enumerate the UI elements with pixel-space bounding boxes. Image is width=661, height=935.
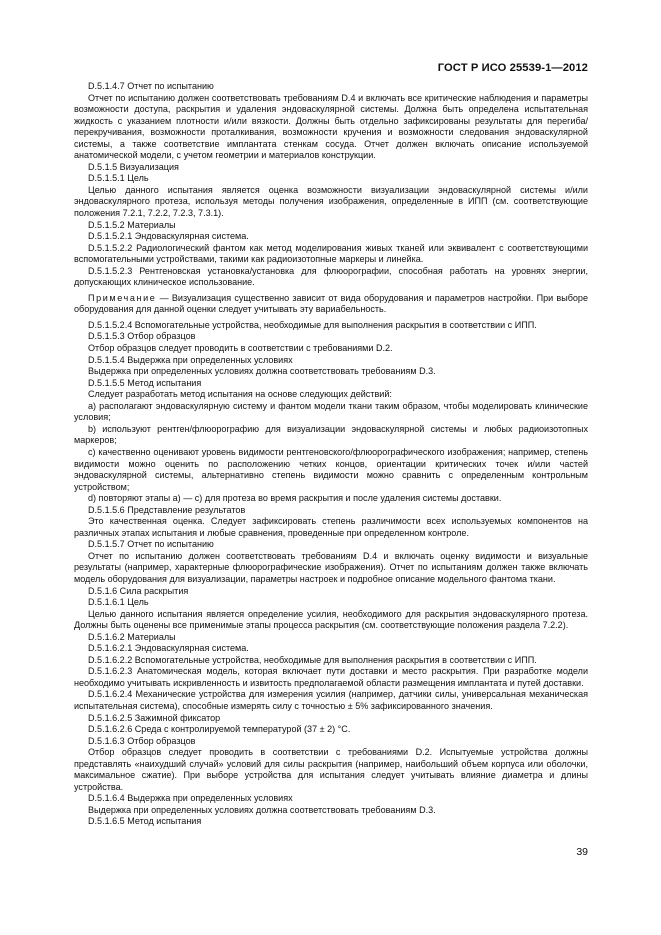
paragraph-conditioning: Выдержка при определенных условиях должна соответствовать требованиям D.3.: [88, 366, 436, 377]
list-item: D.5.1.5.2.3 Рентгеновская установка/установка для флюорографии, способная работать на уровнях энергии, допускающих клиническое использование.: [74, 265, 588, 288]
paragraph-conditioning-2: Выдержка при определенных условиях должна соответствовать требованиям D.3.: [88, 804, 436, 815]
paragraph-purpose-2: Целью данного испытания является определение усилия, необходимого для раскрытия эндоваскулярного протеза. Должны быть оценены все применимые этапы процесса раскрытия (см. соответствующие положения раздела 7.2.2).: [74, 608, 588, 631]
standard-header: ГОСТ Р ИСО 25539-1—2012: [437, 62, 588, 74]
list-item: D.5.1.5.2.2 Радиологический фантом как метод моделирования живых тканей или эквивалент с соответствующими вспомогательными устройствами, такими как радиоизотопные маркеры и линейка.: [74, 242, 588, 265]
heading-test-report: D.5.1.4.7 Отчет по испытанию: [88, 81, 214, 91]
note-paragraph: [74, 293, 588, 316]
heading-purpose-2: D.5.1.6.1 Цель: [88, 597, 149, 608]
heading-conditioning: D.5.1.5.4 Выдержка при определенных условиях: [88, 354, 293, 365]
heading-test-method-2: D.5.1.6.5 Метод испытания: [88, 816, 202, 827]
heading-purpose: D.5.1.5.1 Цель: [88, 173, 149, 184]
paragraph-test-report: Отчет по испытанию должен соответствовать требованиям D.4 и включать все критические наблюдения и параметры возможности доступа, раскрытия и удаления эндоваскулярной системы. Должна быть определена испытательная жидкость с указанием плотности и/или вязкости. Должны быть отдельно зафиксированы результаты для перегиба/перекручивания, возможности проталкивания, возможности кручения и возможности следования эндоваскулярной системы, а также соответствие имплантата стенкам сосуда. Отчет должен включать описание используемой анатомической модели, с учетом геометрии и материалов конструкции.: [74, 92, 588, 161]
list-item: D.5.1.6.2.1 Эндоваскулярная система.: [88, 643, 249, 654]
paragraph-purpose: Целью данного испытания является оценка возможности визуализации эндоваскулярной системы и/или эндоваскулярного протеза, используя методы получения изображения, определенные в ИПП (см. соответствующие положения 7.2.1, 7.2.2, 7.2.3, 7.3.1).: [74, 184, 588, 219]
paragraph-test-report-2: Отчет по испытанию должен соответствовать требованиям D.4 и включать оценку видимости и визуальные результаты (например, характерные флюорографические изображения). Отчет по испытаниям должен также включать модель оборудования для визуализации, параметры настроек и подробное описание модельного фантома ткани.: [74, 550, 588, 584]
paragraph-results: Это качественная оценка. Следует зафиксировать степень различимости всех используемых компонентов на различных этапах испытания и любые сравнения, проведенные при определенном контроле.: [74, 516, 588, 538]
list-item: D.5.1.5.2.1 Эндоваскулярная система.: [88, 231, 249, 242]
list-item: b) используют рентген/флюорографию для визуализации эндоваскулярной системы и любых радиоизотопных маркеров;: [74, 423, 588, 446]
paragraph-test-method: Следует разработать метод испытания на основе следующих действий:: [88, 389, 392, 400]
list-item: D.5.1.6.2.2 Вспомогательные устройства, необходимые для выполнения раскрытия в соответствии с ИПП.: [88, 654, 537, 665]
list-item: D.5.1.6.2.3 Анатомическая модель, которая включает пути доставки и место раскрытия. При разработке модели необходимо учитывать искривленность и извитость предполагаемой области размещения имплантата и путей доставки.: [74, 666, 588, 688]
document-body: [74, 81, 588, 828]
list-item: a) располагают эндоваскулярную систему и фантом модели ткани таким образом, чтобы моделировать клинические условия;: [74, 400, 588, 423]
heading-sampling-2: D.5.1.6.3 Отбор образцов: [88, 735, 196, 746]
note-text: — Визуализация существенно зависит от вида оборудования и параметров настройки. При выборе оборудования для данной оценки следует учитывать эту вариабельность.: [74, 292, 588, 315]
heading-results: D.5.1.5.6 Представление результатов: [88, 504, 246, 515]
paragraph-sampling-2: Отбор образцов следует проводить в соответствии с требованиями D.2. Испытуемые устройства должны представлять «наихудший случай» условий для силы раскрытия (например, наибольший объем корпуса или оболочки, максимальное сжатие). При выборе устройства для испытания следует учитывать влияние диаметра и длины устройства.: [74, 747, 588, 792]
page-number: 39: [576, 846, 588, 858]
list-item: D.5.1.6.2.5 Зажимной фиксатор: [88, 712, 221, 723]
list-item: D.5.1.6.2.6 Среда с контролируемой температурой (37 ± 2) °С.: [88, 724, 351, 735]
heading-visualization: D.5.1.5 Визуализация: [88, 161, 179, 172]
heading-deployment-force: D.5.1.6 Сила раскрытия: [88, 585, 189, 596]
list-item: c) качественно оценивают уровень видимости рентгеновского/флюорографического изображения; например, степень видимости можно оценить по расположению четких концов, ориентации критических точек и/или частей эндоваскулярной системы, альтернативно степень видимости можно сравнить с определенным контрольным устройством;: [74, 446, 588, 492]
list-item: D.5.1.5.2.4 Вспомогательные устройства, необходимые для выполнения раскрытия в соответствии с ИПП.: [88, 319, 537, 330]
heading-sampling: D.5.1.5.3 Отбор образцов: [88, 331, 196, 342]
heading-conditioning-2: D.5.1.6.4 Выдержка при определенных условиях: [88, 793, 293, 804]
heading-materials-2: D.5.1.6.2 Материалы: [88, 631, 176, 642]
list-item: d) повторяют этапы a) — c) для протеза во время раскрытия и после удаления системы доставки.: [88, 493, 502, 504]
heading-test-report-2: D.5.1.5.7 Отчет по испытанию: [88, 539, 214, 550]
heading-test-method: D.5.1.5.5 Метод испытания: [88, 377, 202, 388]
paragraph-sampling: Отбор образцов следует проводить в соответствии с требованиями D.2.: [88, 343, 393, 354]
heading-materials: D.5.1.5.2 Материалы: [88, 219, 176, 230]
note-label: Примечание: [88, 292, 157, 303]
list-item: D.5.1.6.2.4 Механические устройства для измерения усилия (например, датчики силы, универсальная механическая испытательная система), способные измерять силу с точностью ± 5% зафиксированного значения.: [74, 689, 588, 711]
